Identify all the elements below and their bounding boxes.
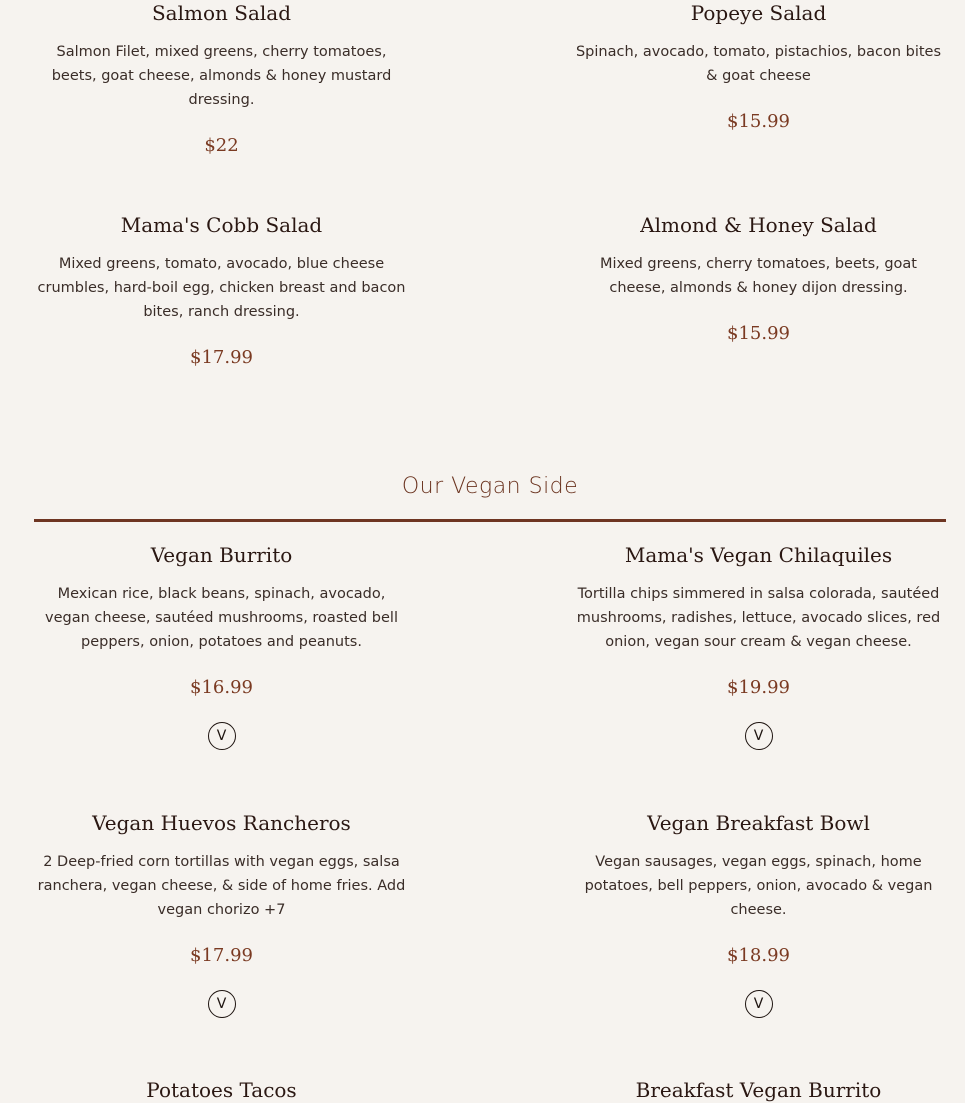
menu-item-vegan-burrito	[34, 542, 409, 750]
vegan-badge-icon: V	[745, 990, 773, 1018]
item-description: Salmon Filet, mixed greens, cherry tomatoes, beets, goat cheese, almonds & honey mustard dressing.	[51, 44, 392, 108]
menu-item-vegan-chilaquiles	[571, 542, 946, 750]
item-name: Vegan Breakfast Bowl	[647, 811, 870, 835]
item-price: $22	[204, 135, 239, 156]
item-name: Vegan Burrito	[150, 543, 293, 567]
item-price: $18.99	[727, 945, 790, 966]
item-name: Breakfast Vegan Burrito	[635, 1078, 882, 1102]
item-price: $17.99	[190, 945, 253, 966]
section-title: Our Vegan Side	[401, 474, 579, 499]
item-name: Salmon Salad	[151, 1, 291, 25]
vegan-badge-icon: V	[208, 722, 236, 750]
vegan-badge-icon: V	[745, 722, 773, 750]
menu-item-vegan-huevos-rancheros	[34, 810, 409, 1018]
item-price: $17.99	[190, 347, 253, 368]
item-name: Mama's Cobb Salad	[120, 213, 323, 237]
item-description: Mixed greens, tomato, avocado, blue cheese crumbles, hard-boil egg, chicken breast and bacon bites, ranch dressing.	[37, 256, 406, 320]
menu-item-popeye-salad	[571, 0, 946, 134]
item-name: Mama's Vegan Chilaquiles	[624, 543, 893, 567]
item-price: $15.99	[727, 323, 790, 344]
menu-item-vegan-breakfast-bowl	[571, 810, 946, 1018]
item-description: Mexican rice, black beans, spinach, avocado, vegan cheese, sautéed mushrooms, roasted bell peppers, onion, potatoes and peanuts.	[45, 586, 398, 650]
item-name: Vegan Huevos Rancheros	[92, 811, 351, 835]
item-price: $19.99	[727, 677, 790, 698]
item-name: Almond & Honey Salad	[640, 213, 877, 237]
menu-item-breakfast-vegan-burrito	[571, 1077, 946, 1103]
menu-item-potatoes-tacos	[34, 1077, 409, 1103]
item-description: 2 Deep-fried corn tortillas with vegan eggs, salsa ranchera, vegan cheese, & side of home fries. Add vegan chorizo +7	[37, 854, 406, 918]
menu-item-salmon-salad	[34, 0, 409, 158]
item-price: $15.99	[727, 111, 790, 132]
item-description: Spinach, avocado, tomato, pistachios, bacon bites & goat cheese	[575, 44, 942, 84]
item-description: Vegan sausages, vegan eggs, spinach, home potatoes, bell peppers, onion, avocado & vegan cheese.	[584, 854, 933, 918]
item-name: Popeye Salad	[690, 1, 827, 25]
section-divider	[34, 519, 946, 522]
item-price: $16.99	[190, 677, 253, 698]
item-name: Potatoes Tacos	[146, 1078, 297, 1102]
vegan-badge-icon: V	[208, 990, 236, 1018]
menu-item-cobb-salad	[34, 212, 409, 370]
menu-item-almond-honey-salad	[571, 212, 946, 346]
item-description: Mixed greens, cherry tomatoes, beets, goat cheese, almonds & honey dijon dressing.	[600, 256, 917, 296]
item-description: Tortilla chips simmered in salsa colorada, sautéed mushrooms, radishes, lettuce, avocado slices, red onion, vegan sour cream & vegan cheese.	[576, 586, 941, 650]
